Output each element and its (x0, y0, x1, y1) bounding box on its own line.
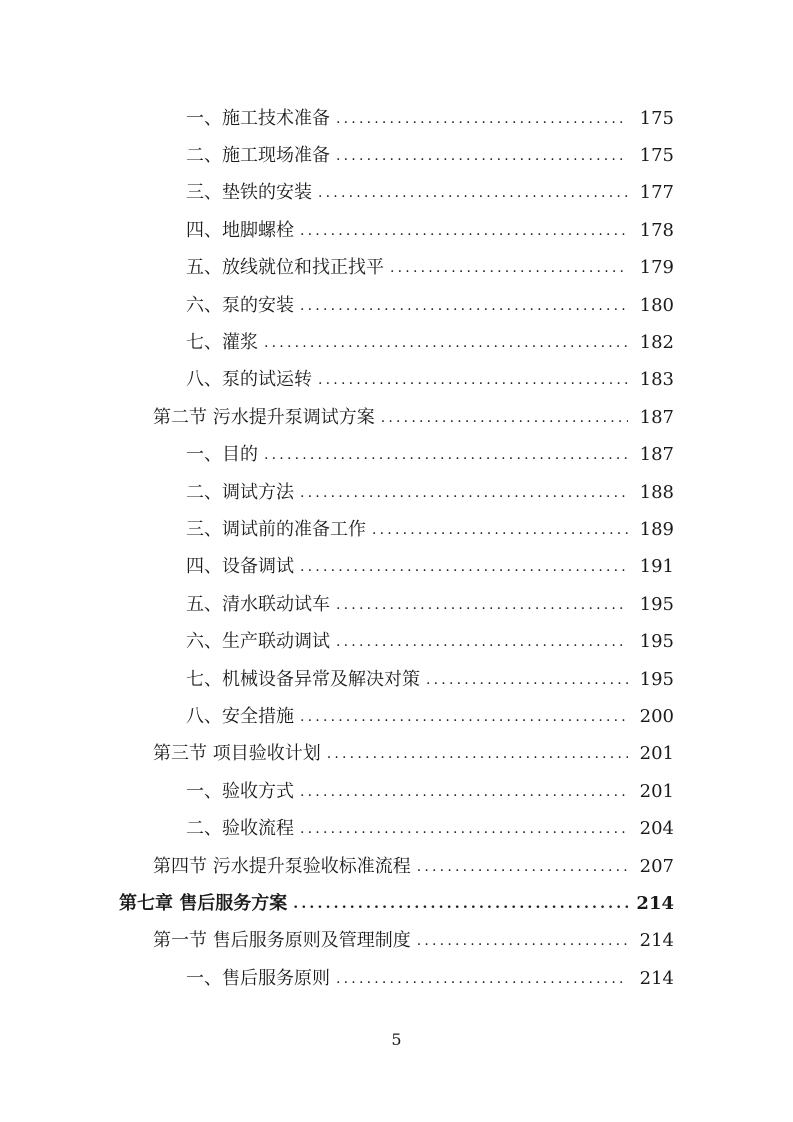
dot-leader (318, 370, 628, 390)
toc-entry-title: 五、放线就位和找正找平 (186, 257, 384, 279)
toc-entry[interactable] (0, 250, 793, 287)
toc-entry-page: 201 (639, 780, 674, 802)
page-number: 5 (391, 1030, 402, 1049)
toc-entry-title: 八、安全措施 (186, 705, 294, 727)
dot-leader (417, 931, 628, 951)
dot-leader (300, 483, 628, 503)
dot-leader (336, 595, 628, 615)
toc-entry[interactable] (0, 885, 793, 922)
toc-entry[interactable] (0, 287, 793, 324)
toc-entry-title: 七、灌浆 (186, 332, 258, 354)
toc-entry[interactable] (0, 960, 793, 997)
toc-entry-page: 207 (639, 855, 674, 877)
toc-entry[interactable] (0, 175, 793, 212)
toc-entry[interactable] (0, 399, 793, 436)
dot-leader (426, 670, 628, 690)
toc-entry-page: 180 (639, 294, 674, 316)
dot-leader (300, 782, 628, 802)
toc-entry-title: 五、清水联动试车 (186, 593, 330, 615)
toc-entry-page: 195 (639, 631, 674, 653)
toc-entry-page: 188 (639, 481, 674, 503)
toc-entry-title: 三、垫铁的安装 (186, 182, 312, 204)
toc-entry-page: 187 (639, 444, 674, 466)
toc-entry-page: 200 (639, 705, 674, 727)
toc-entry[interactable] (0, 137, 793, 174)
toc-entry[interactable] (0, 549, 793, 586)
toc-entry[interactable] (0, 511, 793, 548)
toc-entry-page: 214 (639, 967, 674, 989)
toc-entry[interactable] (0, 698, 793, 735)
toc-entry-page: 195 (639, 593, 674, 615)
dot-leader (336, 146, 628, 166)
toc-entry[interactable] (0, 437, 793, 474)
dot-leader (300, 557, 628, 577)
dot-leader (318, 183, 628, 203)
toc-entry-title: 第七章 售后服务方案 (119, 892, 288, 914)
toc-entry-page: 179 (639, 257, 674, 279)
toc-entry-page: 187 (639, 406, 674, 428)
toc-entry[interactable] (0, 736, 793, 773)
toc-entry-title: 七、机械设备异常及解决对策 (186, 668, 420, 690)
dot-leader (327, 744, 628, 764)
toc-entry-title: 四、地脚螺栓 (186, 219, 294, 241)
toc-entry-page: 177 (639, 182, 674, 204)
toc-entry[interactable] (0, 923, 793, 960)
toc-entry-page: 214 (639, 930, 674, 952)
dot-leader (293, 894, 628, 914)
toc-entry[interactable] (0, 773, 793, 810)
table-of-contents (0, 100, 793, 997)
toc-entry-title: 二、施工现场准备 (186, 145, 330, 167)
dot-leader (300, 296, 628, 316)
toc-entry[interactable] (0, 362, 793, 399)
toc-entry[interactable] (0, 474, 793, 511)
dot-leader (390, 258, 628, 278)
toc-entry-title: 第四节 污水提升泵验收标准流程 (153, 855, 411, 877)
toc-entry[interactable] (0, 586, 793, 623)
toc-entry-page: 204 (639, 818, 674, 840)
dot-leader (372, 520, 628, 540)
toc-entry-title: 一、目的 (186, 444, 258, 466)
toc-entry-title: 二、验收流程 (186, 818, 294, 840)
toc-entry[interactable] (0, 848, 793, 885)
toc-entry[interactable] (0, 623, 793, 660)
dot-leader (300, 221, 628, 241)
toc-entry-page: 175 (639, 107, 674, 129)
toc-entry-page: 182 (639, 332, 674, 354)
toc-entry[interactable] (0, 100, 793, 137)
toc-entry[interactable] (0, 661, 793, 698)
dot-leader (300, 819, 628, 839)
toc-entry-title: 第三节 项目验收计划 (153, 743, 321, 765)
toc-entry-page: 195 (639, 668, 674, 690)
toc-entry-title: 八、泵的试运转 (186, 369, 312, 391)
toc-entry[interactable] (0, 212, 793, 249)
dot-leader (336, 109, 628, 129)
toc-entry-title: 六、生产联动调试 (186, 631, 330, 653)
toc-entry-title: 六、泵的安装 (186, 294, 294, 316)
toc-entry-page: 201 (639, 743, 674, 765)
dot-leader (300, 707, 628, 727)
toc-entry-title: 第二节 污水提升泵调试方案 (153, 406, 375, 428)
toc-entry-page: 183 (639, 369, 674, 391)
dot-leader (381, 408, 628, 428)
toc-entry-title: 二、调试方法 (186, 481, 294, 503)
toc-entry-title: 一、售后服务原则 (186, 967, 330, 989)
toc-entry-page: 189 (639, 518, 674, 540)
toc-entry-title: 四、设备调试 (186, 556, 294, 578)
dot-leader (264, 445, 628, 465)
toc-entry-page: 214 (636, 892, 674, 914)
dot-leader (417, 857, 628, 877)
toc-entry[interactable] (0, 324, 793, 361)
dot-leader (336, 632, 628, 652)
toc-entry-page: 191 (639, 556, 674, 578)
dot-leader (264, 333, 628, 353)
toc-entry[interactable] (0, 810, 793, 847)
toc-entry-page: 175 (639, 145, 674, 167)
dot-leader (336, 969, 628, 989)
toc-entry-page: 178 (639, 219, 674, 241)
toc-entry-title: 一、施工技术准备 (186, 107, 330, 129)
toc-entry-title: 一、验收方式 (186, 780, 294, 802)
toc-entry-title: 第一节 售后服务原则及管理制度 (153, 930, 411, 952)
toc-entry-title: 三、调试前的准备工作 (186, 518, 366, 540)
